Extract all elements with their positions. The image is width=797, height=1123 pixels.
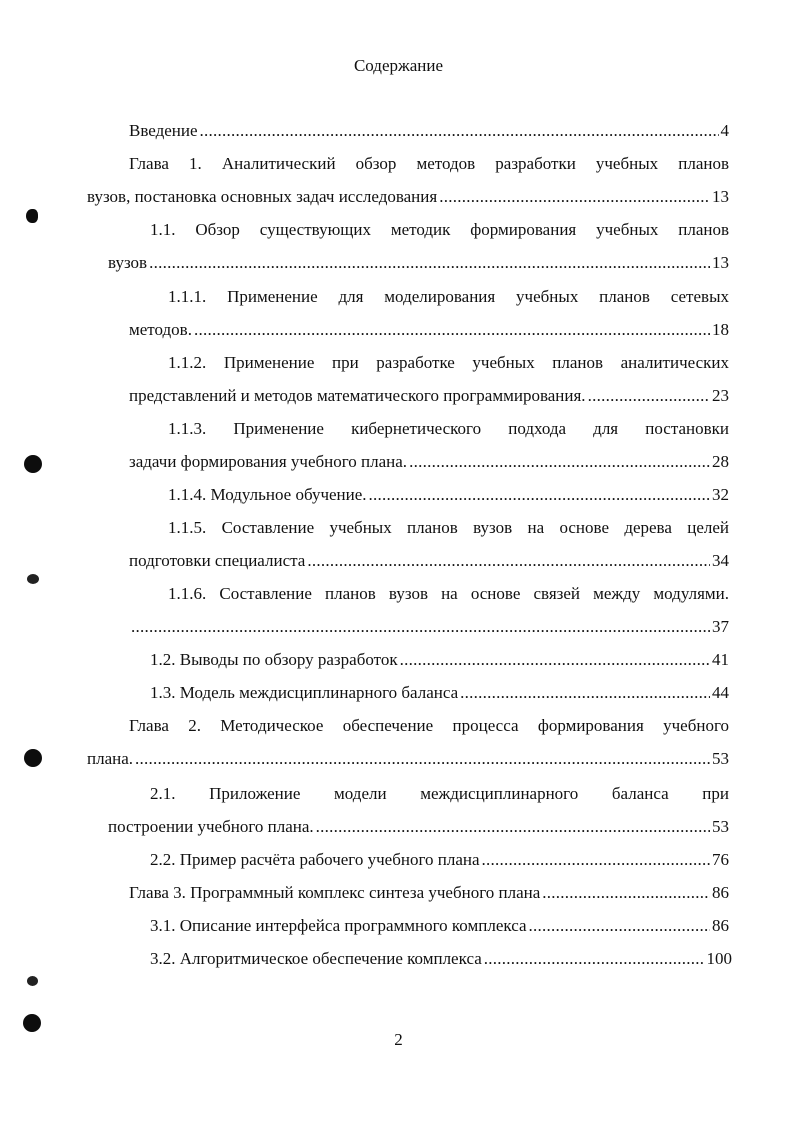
toc-entry-page: 13 [712,187,729,206]
toc-entry-page: 44 [712,683,729,702]
leader-dots [400,649,710,671]
toc-entry-section-1-1-3 [129,451,729,473]
toc-entry-page: 53 [712,817,729,836]
toc-entry-section-1-1-6 [129,616,729,638]
toc-entry-page: 86 [712,916,729,935]
page-number: 2 [394,1030,403,1049]
toc-entry-text: задачи формирования учебного плана. [129,452,408,471]
toc-entry-text: подготовки специалиста [129,551,306,570]
toc-entry-section-2-2 [150,849,729,871]
toc-entry-text: 3.2. Алгоритмическое обеспечение комплекса [150,949,482,968]
toc-entry-text: методов. [129,320,192,339]
toc-entry-chapter-2 [87,748,729,770]
toc-entry-text: представлений и методов математического программирования. [129,386,586,405]
scan-speck [27,574,39,584]
leader-dots [482,849,710,871]
toc-entry-text: 1.3. Модель междисциплинарного баланса [150,683,459,702]
toc-entry-page: 23 [712,386,729,405]
leader-dots [439,186,710,208]
toc-entry-page: 32 [712,485,729,504]
leader-dots [149,252,710,274]
leader-dots [484,948,705,970]
page-title: Содержание [353,56,444,75]
toc-entry-line1: 1.1.6. Составление планов вузов на основе связей между модулями. [168,584,729,603]
toc-entry-section-1-1-5 [129,550,729,572]
toc-entry-text: 2.2. Пример расчёта рабочего учебного плана [150,850,480,869]
scan-speck [27,976,38,986]
toc-entry-line1: 1.1.5. Составление учебных планов вузов на основе дерева целей [168,518,729,537]
toc-entry-page: 86 [712,883,729,902]
toc-entry-text: вузов, постановка основных задач исследования [87,187,438,206]
toc-entry-text: вузов [108,253,148,272]
toc-entry-chapter-1 [87,186,729,208]
toc-entry-line1: 1.1.1. Применение для моделирования учебных планов сетевых [168,287,729,306]
toc-entry-text: 1.2. Выводы по обзору разработок [150,650,398,669]
toc-entry-section-1-1-4 [168,484,729,506]
leader-dots [460,682,710,704]
leader-dots [200,120,719,142]
leader-dots [542,882,710,904]
leader-dots [409,451,710,473]
toc-entry-line1: 1.1. Обзор существующих методик формирования учебных планов [150,220,729,239]
toc-entry-section-1-1-2 [129,385,729,407]
toc-entry-chapter-3 [129,882,729,904]
toc-entry-text: 1.1.4. Модульное обучение. [168,485,367,504]
leader-dots [194,319,710,341]
toc-entry-text: Введение [129,121,198,140]
toc-entry-page: 34 [712,551,729,570]
toc-entry-section-1-3 [150,682,729,704]
toc-entry-line1: 2.1. Приложение модели междисциплинарного баланса при [150,784,729,803]
leader-dots [369,484,710,506]
toc-entry-page: 13 [712,253,729,272]
binder-hole [24,455,42,473]
binder-hole [26,209,38,223]
binder-hole [23,1014,41,1032]
toc-entry-text: построении учебного плана. [108,817,314,836]
toc-entry-introduction [129,120,729,142]
leader-dots [529,915,710,937]
toc-entry-page: 4 [720,121,729,140]
leader-dots [588,385,710,407]
toc-entry-page: 28 [712,452,729,471]
binder-hole [24,749,42,767]
toc-entry-section-3-1 [150,915,729,937]
leader-dots [135,748,710,770]
toc-entry-page: 37 [712,617,729,636]
toc-entry-page: 53 [712,749,729,768]
toc-entry-line1: Глава 2. Методическое обеспечение процесса формирования учебного [129,716,729,735]
toc-entry-page: 41 [712,650,729,669]
toc-entry-section-2-1 [108,816,729,838]
toc-entry-section-1-2 [150,649,729,671]
toc-entry-line1: 1.1.2. Применение при разработке учебных планов аналитических [168,353,729,372]
toc-entry-page: 76 [712,850,729,869]
toc-entry-text: 3.1. Описание интерфейса программного комплекса [150,916,527,935]
toc-entry-line1: Глава 1. Аналитический обзор методов разработки учебных планов [129,154,729,173]
toc-entry-page: 100 [706,949,732,968]
leader-dots [131,616,710,638]
toc-entry-section-1-1 [108,252,729,274]
toc-entry-text: плана. [87,749,134,768]
leader-dots [316,816,710,838]
toc-entry-page: 18 [712,320,729,339]
toc-entry-text: Глава 3. Программный комплекс синтеза учебного плана [129,883,541,902]
leader-dots [307,550,710,572]
toc-entry-section-1-1-1 [129,319,729,341]
toc-entry-line1: 1.1.3. Применение кибернетического подхода для постановки [168,419,729,438]
toc-entry-section-3-2 [150,948,732,970]
